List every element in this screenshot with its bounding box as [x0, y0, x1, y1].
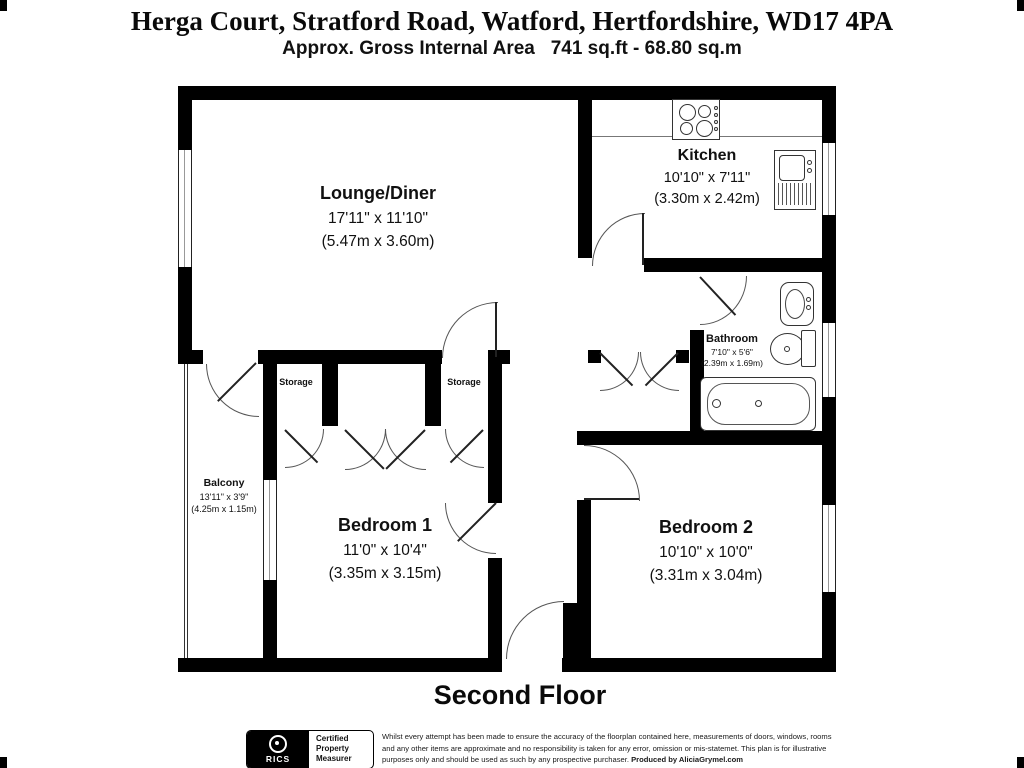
- wall: [644, 258, 836, 272]
- room-dims-imperial: 10'10" x 7'11": [663, 170, 751, 187]
- rics-badge: [246, 730, 374, 768]
- disclaimer-text: [382, 731, 832, 766]
- badge-line: Property: [316, 744, 349, 753]
- badge-line: Certified: [316, 734, 349, 743]
- wall: [258, 350, 442, 364]
- badge-line: Measurer: [316, 754, 352, 763]
- room-label-balcony: [178, 477, 270, 515]
- room-label-lounge: [258, 180, 498, 253]
- room-label-storage-1: Storage: [279, 377, 313, 387]
- door-arc: [442, 302, 498, 358]
- wall: [591, 431, 836, 445]
- page-title: Herga Court, Stratford Road, Watford, Hertfordshire, WD17 4PA: [130, 6, 894, 36]
- room-name: Bedroom 2: [658, 517, 754, 537]
- room-name: Bathroom: [706, 333, 758, 345]
- room-label-bedroom-1: [265, 512, 505, 585]
- room-dims-metric: (3.31m x 3.04m): [649, 566, 763, 584]
- disclaimer-credit: Produced by AliciaGrymel.com: [631, 755, 744, 765]
- entrance-door-arc: [506, 601, 564, 659]
- room-dims-imperial: 13'11" x 3'9": [199, 491, 249, 502]
- window: [822, 143, 836, 215]
- rics-logo: [247, 731, 309, 768]
- door-arc: [206, 364, 259, 417]
- rics-certification-text: [309, 731, 373, 768]
- door-leaf: [642, 213, 644, 265]
- disclaimer-line: and any other items are approximate and no responsibility is taken for any error, omission or mis-statemet. This plan is for illustrative: [382, 743, 827, 753]
- hob-icon: [672, 99, 720, 140]
- bathtub-icon: [700, 377, 816, 431]
- wall: [822, 592, 836, 658]
- wall: [178, 658, 502, 672]
- window: [178, 150, 192, 267]
- room-dims-metric: (3.35m x 3.15m): [328, 564, 442, 582]
- window: [822, 323, 836, 397]
- room-label-kitchen: [597, 144, 817, 210]
- wall: [263, 580, 277, 658]
- wall: [578, 100, 592, 258]
- room-label-storage-2: Storage: [447, 377, 481, 387]
- room-dims-imperial: 10'10" x 10'0": [659, 544, 753, 562]
- wall: [488, 350, 502, 503]
- rics-crest-icon: [269, 735, 287, 753]
- wall: [577, 431, 591, 445]
- disclaimer-line: Whilst every attempt has been made to ensure the accuracy of the floorplan contained here, measurements of doors, windows, rooms: [382, 732, 832, 741]
- wall: [822, 397, 836, 505]
- disclaimer-line-start: purposes only and should be used as such by any prospective purchaser.: [382, 755, 632, 765]
- door-leaf: [495, 302, 497, 357]
- disclaimer-line: [382, 754, 832, 766]
- room-dims-metric: (5.47m x 3.60m): [321, 232, 435, 250]
- room-dims-metric: (2.39m x 1.69m): [701, 357, 763, 368]
- wall: [178, 100, 192, 150]
- wall: [425, 350, 441, 426]
- wall: [562, 658, 836, 672]
- room-name: Balcony: [203, 477, 245, 489]
- wall: [178, 86, 836, 100]
- wall: [322, 350, 338, 426]
- basin-icon: [780, 282, 814, 326]
- room-dims-imperial: 11'0" x 10'4": [343, 542, 427, 560]
- wall: [178, 350, 203, 364]
- room-dims-metric: (3.30m x 2.42m): [654, 191, 760, 208]
- room-dims-imperial: 17'11" x 11'10": [328, 210, 428, 228]
- room-dims-imperial: 7'10" x 5'6": [711, 346, 753, 357]
- room-name: Lounge/Diner: [320, 183, 436, 203]
- floor-name: Second Floor: [433, 680, 607, 710]
- room-name: Kitchen: [677, 147, 737, 164]
- door-arc: [584, 445, 640, 501]
- page-subtitle: Approx. Gross Internal Area 741 sq.ft - 68.80 sq.m: [282, 38, 742, 59]
- room-name: Bedroom 1: [337, 515, 433, 535]
- wall: [822, 100, 836, 143]
- room-label-bedroom-2: [586, 514, 826, 587]
- room-dims-metric: (4.25m x 1.15m): [191, 503, 257, 514]
- rics-brand: RICS: [265, 754, 291, 764]
- door-leaf: [584, 498, 639, 500]
- door-arc: [592, 213, 645, 266]
- wall: [563, 603, 577, 658]
- wall: [263, 350, 277, 480]
- room-label-bathroom: [682, 333, 782, 369]
- toilet-cistern-icon: [801, 330, 816, 367]
